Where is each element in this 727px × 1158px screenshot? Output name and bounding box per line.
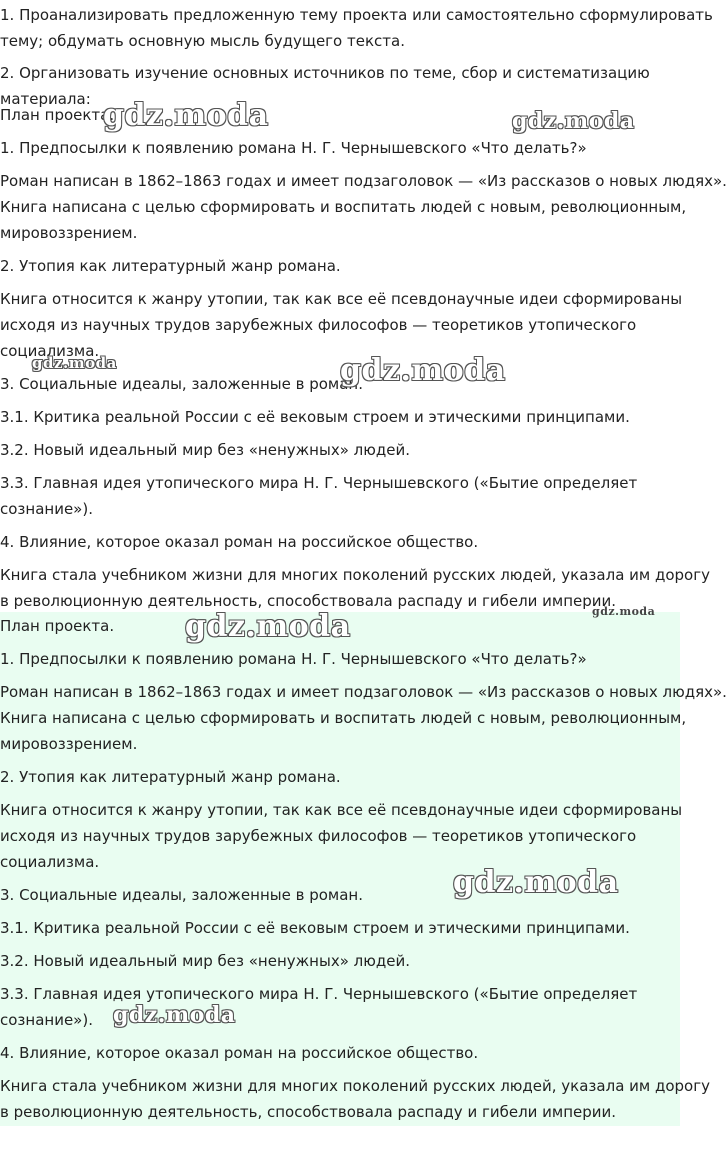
intro-step1-line1: 1. Проанализировать предложенную тему проекта или самостоятельно сформулировать [0, 6, 713, 24]
plan-line: Роман написан в 1862–1863 годах и имеет подзаголовок — «Из рассказов о новых людях». [0, 172, 727, 190]
plan-heading: План проекта. [0, 617, 115, 635]
intro-step1-line2: тему; обдумать основную мысль будущего текста. [0, 32, 405, 50]
watermark: gdz.moda [453, 865, 619, 900]
intro-step2-line1: 2. Организовать изучение основных источников по теме, сбор и систематизацию [0, 64, 650, 82]
plan-line: 2. Утопия как литературный жанр романа. [0, 768, 341, 786]
second-text-block [0, 605, 727, 1126]
plan-line: мировоззрением. [0, 224, 138, 242]
plan-line: 3.3. Главная идея утопического мира Н. Г. Чернышевского («Бытие определяет [0, 985, 638, 1003]
plan-line: Книга написана с целью сформировать и воспитать людей с новым, революционным, [0, 198, 687, 216]
watermark: gdz.moda [185, 609, 351, 644]
plan-line: Книга стала учебником жизни для многих поколений русских людей, указала им дорогу [0, 1077, 710, 1095]
plan-line: Книга относится к жанру утопии, так как все её псевдонаучные идеи сформированы [0, 801, 683, 819]
plan-line: Роман написан в 1862–1863 годах и имеет подзаголовок — «Из рассказов о новых людях». [0, 683, 727, 701]
plan-line: исходя из научных трудов зарубежных философов — теоретиков утопического [0, 827, 637, 845]
plan-heading: План проекта. [0, 106, 115, 124]
plan-line: 3.1. Критика реальной России с её вековым строем и этическими принципами. [0, 408, 630, 426]
plan-line: Книга стала учебником жизни для многих поколений русских людей, указала им дорогу [0, 566, 710, 584]
plan-line: в революционную деятельность, способствовала распаду и гибели империи. [0, 592, 617, 610]
plan-line: 1. Предпосылки к появлению романа Н. Г. Чернышевского «Что делать?» [0, 650, 587, 668]
plan-line: 3. Социальные идеалы, заложенные в роман. [0, 375, 363, 393]
plan-line: сознание»). [0, 500, 93, 518]
watermark: gdz.moda [103, 98, 269, 133]
plan-line: Книга относится к жанру утопии, так как все её псевдонаучные идеи сформированы [0, 290, 683, 308]
plan-line: 3.2. Новый идеальный мир без «ненужных» людей. [0, 441, 410, 459]
plan-line: 3.1. Критика реальной России с её вековым строем и этическими принципами. [0, 919, 630, 937]
plan-line: Книга написана с целью сформировать и воспитать людей с новым, революционным, [0, 709, 687, 727]
plan-line: в революционную деятельность, способствовала распаду и гибели империи. [0, 1103, 617, 1121]
watermark: gdz.moda [113, 1002, 236, 1028]
watermark: gdz.moda [512, 108, 635, 134]
watermark: gdz.moda [592, 605, 656, 618]
plan-line: социализма. [0, 342, 100, 360]
plan-line: 1. Предпосылки к появлению романа Н. Г. Чернышевского «Что делать?» [0, 139, 587, 157]
plan-line: 3.2. Новый идеальный мир без «ненужных» людей. [0, 952, 410, 970]
plan-line: 3.3. Главная идея утопического мира Н. Г. Чернышевского («Бытие определяет [0, 474, 638, 492]
plan-line: исходя из научных трудов зарубежных философов — теоретиков утопического [0, 316, 637, 334]
plan-line: сознание»). [0, 1011, 93, 1029]
plan-line: мировоззрением. [0, 735, 138, 753]
watermark: gdz.moda [32, 354, 117, 372]
plan-line: 3. Социальные идеалы, заложенные в роман. [0, 886, 363, 904]
plan-line: социализма. [0, 853, 100, 871]
plan-line: 4. Влияние, которое оказал роман на российское общество. [0, 1044, 479, 1062]
plan-line: 4. Влияние, которое оказал роман на российское общество. [0, 533, 479, 551]
intro-step2-line2: материала: [0, 90, 91, 108]
plan-line: 2. Утопия как литературный жанр романа. [0, 257, 341, 275]
watermark: gdz.moda [340, 353, 506, 388]
clipped-line [0, 86, 680, 108]
